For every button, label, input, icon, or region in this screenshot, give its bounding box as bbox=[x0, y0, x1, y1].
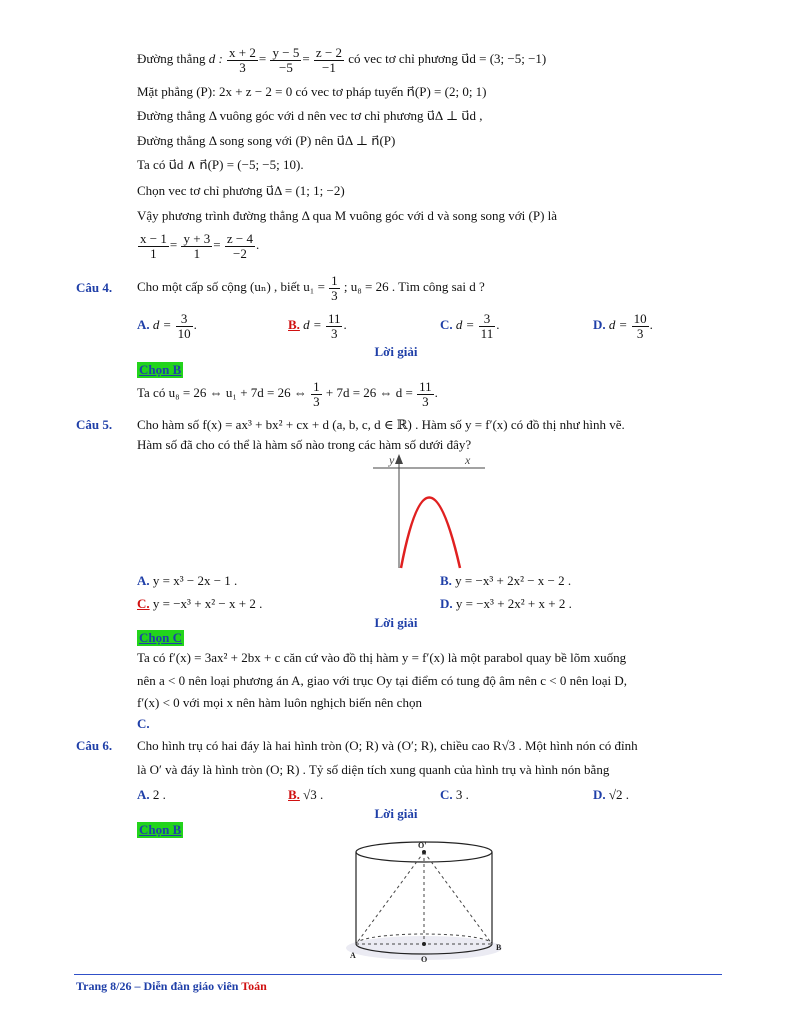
question-4-number: Câu 4. bbox=[76, 280, 113, 295]
y-axis-arrow-icon bbox=[395, 454, 403, 464]
question-6-number: Câu 6. bbox=[76, 738, 113, 753]
fraction: $\frac{z - 2}{-1}$ bbox=[315, 44, 343, 75]
fraction: $\frac{x - 1}{1}$ bbox=[140, 230, 167, 261]
fraction: $\frac{10}{3}$ bbox=[633, 310, 647, 341]
q5-solution-3: f′(x) < 0 với mọi x nên hàm luôn nghịch biến nên chọn bbox=[137, 695, 422, 710]
question-5-text-2: Hàm số đã cho có thể là hàm số nào trong các hàm số dưới đây? bbox=[137, 437, 472, 452]
q5-solution-1: Ta có f′(x) = 3ax² + 2bx + c căn cứ vào đồ thị hàm y = f′(x) là một parabol quay bề lõm xuống bbox=[137, 650, 627, 665]
q6-option-a[interactable]: A. 2 . bbox=[137, 787, 166, 802]
fraction: $\frac{11}{3}$ bbox=[327, 310, 341, 341]
q4-loigiai-heading: Lời giải bbox=[374, 344, 418, 359]
q4-option-b[interactable]: B. d = $\frac{11}{3}$ . bbox=[288, 310, 347, 341]
prev-line-2: Mặt phẳng (P): 2x + z − 2 = 0 có vec tơ pháp tuyến n⃗(P) = (2; 0; 1) bbox=[137, 84, 487, 99]
q4-option-a[interactable]: A. d = $\frac{3}{10}$ . bbox=[137, 310, 197, 341]
fraction: $\frac{3}{10}$ bbox=[177, 310, 191, 341]
y-axis-label: y bbox=[389, 453, 395, 467]
question-6-text-1: Cho hình trụ có hai đáy là hai hình tròn (O; R) và (O′; R), chiều cao R√3 . Một hình nón có đỉnh bbox=[137, 738, 638, 753]
q6-option-b[interactable]: B. √3 . bbox=[288, 787, 324, 802]
question-5-text-1: Cho hàm số f(x) = ax³ + bx² + cx + d (a, b, c, d ∈ ℝ) . Hàm số y = f′(x) có đồ thị như hình vẽ. bbox=[137, 417, 625, 432]
label-a: A bbox=[350, 951, 356, 960]
q5-option-d[interactable]: D. y = −x³ + 2x² + x + 2 . bbox=[440, 596, 572, 611]
point-o bbox=[422, 942, 426, 946]
q5-derivative-graph bbox=[365, 452, 490, 570]
question-4-text: Cho một cấp số cộng (uₙ) , biết u₁ = $\frac{1}{3}$ ; u₈ = 26 . Tìm công sai d ? bbox=[137, 272, 485, 303]
page-footer: Trang 8/26 – Diễn đàn giáo viên Toán bbox=[76, 979, 267, 993]
prev-line-8: $\frac{x - 1}{1}$ = $\frac{y + 3}{1}$ = $\frac{z - 4}{-2}$ . bbox=[140, 230, 260, 261]
q6-option-d[interactable]: D. √2 . bbox=[593, 787, 630, 802]
footer-divider bbox=[74, 974, 722, 975]
label-b: B bbox=[496, 943, 502, 952]
q5-solution-4: C. bbox=[137, 716, 150, 731]
prev-line-3: Đường thẳng Δ vuông góc với d nên vec tơ chỉ phương u⃗Δ ⊥ u⃗d , bbox=[137, 108, 483, 123]
q4-solution: Ta có u₈ = 26 ⇔ u₁ + 7d = 26 ⇔ $\frac{1}{3}$ + 7d = 26 ⇔ d = $\frac{11}{3}$ . bbox=[137, 378, 438, 409]
prev-line-4: Đường thẳng Δ song song với (P) nên u⃗Δ ⊥ n⃗(P) bbox=[137, 133, 396, 148]
prev-line-7: Vậy phương trình đường thẳng Δ qua M vuông góc với d và song song với (P) là bbox=[137, 208, 558, 223]
label-o: O bbox=[421, 955, 428, 964]
fraction: $\frac{y - 5}{-5}$ bbox=[272, 44, 300, 75]
fraction: $\frac{y + 3}{1}$ bbox=[183, 230, 211, 261]
q5-solution-2: nên a < 0 nên loại phương án A, giao với trục Oy tại điểm có tung độ âm nên c < 0 nên loại D, bbox=[137, 673, 627, 688]
question-6-text-2: là O′ và đáy là hình tròn (O; R) . Tỷ số diện tích xung quanh của hình trụ và hình nón bằng bbox=[137, 762, 610, 777]
q4-option-d[interactable]: D. d = $\frac{10}{3}$ . bbox=[593, 310, 653, 341]
prev-line-5: Ta có u⃗d ∧ n⃗(P) = (−5; −5; 10). bbox=[137, 157, 304, 172]
fraction: $\frac{1}{3}$ bbox=[313, 378, 320, 409]
fraction: $\frac{1}{3}$ bbox=[331, 272, 338, 303]
q6-chosen-answer: Chọn B bbox=[139, 822, 182, 837]
point-o-prime bbox=[422, 850, 426, 854]
q5-chosen-answer: Chọn C bbox=[139, 630, 182, 645]
q5-option-c[interactable]: C. y = −x³ + x² − x + 2 . bbox=[137, 596, 263, 611]
parabola-curve bbox=[401, 498, 460, 569]
q5-option-a[interactable]: A. y = x³ − 2x − 1 . bbox=[137, 573, 238, 588]
fraction: $\frac{11}{3}$ bbox=[419, 378, 432, 409]
q5-loigiai-heading: Lời giải bbox=[374, 615, 418, 630]
q5-option-b[interactable]: B. y = −x³ + 2x² − x − 2 . bbox=[440, 573, 572, 588]
q4-option-c[interactable]: C. d = $\frac{3}{11}$ . bbox=[440, 310, 500, 341]
question-5-number: Câu 5. bbox=[76, 417, 113, 432]
label-o-prime: O' bbox=[418, 841, 427, 850]
q6-cylinder-cone-figure bbox=[340, 838, 510, 965]
q6-loigiai-heading: Lời giải bbox=[374, 806, 418, 821]
fraction: $\frac{3}{11}$ bbox=[480, 310, 494, 341]
prev-line-1: Đường thẳng d : $\frac{x + 2}{3}$ = $\frac{y - 5}{-5}$ = $\frac{z - 2}{-1}$ có vec tơ chỉ phương u⃗d = (3; −5; −1) bbox=[137, 44, 547, 75]
prev-line-6: Chọn vec tơ chỉ phương u⃗Δ = (1; 1; −2) bbox=[137, 183, 345, 198]
cone-right-slant bbox=[424, 852, 492, 944]
fraction: $\frac{z - 4}{-2}$ bbox=[226, 230, 253, 261]
cone-left-slant bbox=[356, 852, 424, 944]
q6-option-c[interactable]: C. 3 . bbox=[440, 787, 469, 802]
fraction: $\frac{x + 2}{3}$ bbox=[229, 44, 256, 75]
x-axis-label: x bbox=[465, 453, 471, 467]
q4-chosen-answer: Chọn B bbox=[139, 362, 182, 377]
